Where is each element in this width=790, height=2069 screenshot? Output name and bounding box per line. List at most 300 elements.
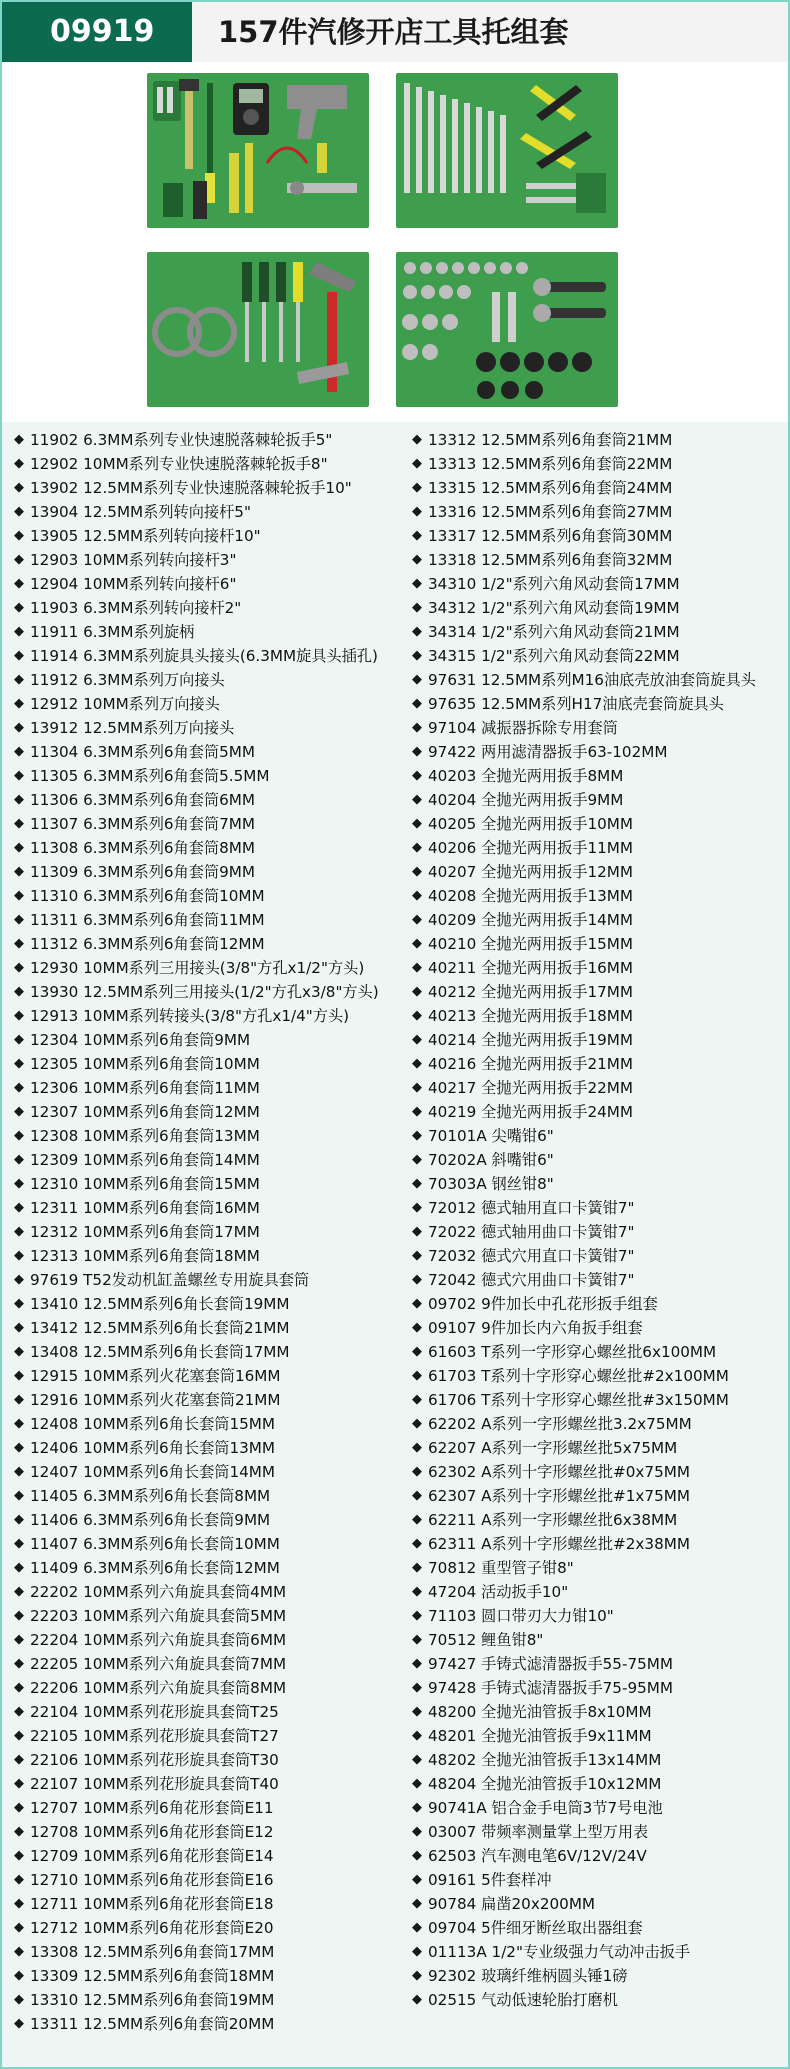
list-item-text: 11309 6.3MM系列6角套筒9MM [30, 863, 255, 881]
diamond-bullet-icon: ◆ [14, 1224, 24, 1239]
list-item-text: 97422 两用滤清器扳手63-102MM [428, 743, 668, 761]
list-item-text: 71103 圆口带刃大力钳10" [428, 1607, 614, 1625]
list-item [8, 668, 406, 692]
diamond-bullet-icon: ◆ [14, 432, 24, 447]
list-item-text: 13313 12.5MM系列6角套筒22MM [428, 455, 673, 473]
list-item-text: 22203 10MM系列六角旋具套筒5MM [30, 1607, 287, 1625]
diamond-bullet-icon: ◆ [412, 1632, 422, 1647]
list-item [406, 1628, 788, 1652]
list-item-text: 97427 手铸式滤清器扳手55-75MM [428, 1655, 673, 1673]
list-item [406, 1100, 788, 1124]
list-item [406, 572, 788, 596]
diamond-bullet-icon: ◆ [14, 1752, 24, 1767]
list-item [8, 500, 406, 524]
diamond-bullet-icon: ◆ [14, 1248, 24, 1263]
list-item [406, 1724, 788, 1748]
list-item-text: 12312 10MM系列6角套筒17MM [30, 1223, 260, 1241]
list-item-text: 12915 10MM系列火花塞套筒16MM [30, 1367, 281, 1385]
diamond-bullet-icon: ◆ [412, 720, 422, 735]
list-item-text: 48204 全抛光油管扳手10x12MM [428, 1775, 662, 1793]
list-item-text: 40206 全抛光两用扳手11MM [428, 839, 633, 857]
list-item-text: 11307 6.3MM系列6角套筒7MM [30, 815, 255, 833]
list-item [406, 1436, 788, 1460]
list-item [406, 860, 788, 884]
list-item [8, 1988, 406, 2012]
diamond-bullet-icon: ◆ [14, 720, 24, 735]
list-item-text: 70512 鲤鱼钳8" [428, 1631, 544, 1649]
diamond-bullet-icon: ◆ [412, 696, 422, 711]
list-item [406, 1244, 788, 1268]
diamond-bullet-icon: ◆ [14, 1152, 24, 1167]
list-item [8, 1532, 406, 1556]
diamond-bullet-icon: ◆ [412, 1968, 422, 1983]
diamond-bullet-icon: ◆ [14, 1416, 24, 1431]
list-item-text: 72032 德式穴用直口卡簧钳7" [428, 1247, 635, 1265]
list-item-text: 12310 10MM系列6角套筒15MM [30, 1175, 260, 1193]
diamond-bullet-icon: ◆ [412, 1656, 422, 1671]
list-item-text: 22105 10MM系列花形旋具套筒T27 [30, 1727, 279, 1745]
diamond-bullet-icon: ◆ [14, 888, 24, 903]
diamond-bullet-icon: ◆ [412, 1704, 422, 1719]
diamond-bullet-icon: ◆ [14, 1488, 24, 1503]
list-item [406, 1196, 788, 1220]
list-item-text: 47204 活动扳手10" [428, 1583, 569, 1601]
list-item-text: 48202 全抛光油管扳手13x14MM [428, 1751, 662, 1769]
list-item-text: 12308 10MM系列6角套筒13MM [30, 1127, 260, 1145]
tool-tray-icon [147, 73, 369, 228]
diamond-bullet-icon: ◆ [14, 648, 24, 663]
diamond-bullet-icon: ◆ [412, 672, 422, 687]
list-item [8, 1892, 406, 1916]
list-item-text: 40203 全抛光两用扳手8MM [428, 767, 624, 785]
list-item [8, 1460, 406, 1484]
list-item [8, 2012, 406, 2036]
list-item [406, 788, 788, 812]
list-item-text: 12902 10MM系列专业快速脱落棘轮扳手8" [30, 455, 328, 473]
diamond-bullet-icon: ◆ [412, 528, 422, 543]
list-item-text: 40219 全抛光两用扳手24MM [428, 1103, 633, 1121]
tray-photo-1 [147, 73, 369, 228]
list-item-text: 12408 10MM系列6角长套筒15MM [30, 1415, 275, 1433]
diamond-bullet-icon: ◆ [14, 1800, 24, 1815]
list-item-text: 11311 6.3MM系列6角套筒11MM [30, 911, 265, 929]
tray-photo-3 [147, 252, 369, 407]
list-item-text: 11902 6.3MM系列专业快速脱落棘轮扳手5" [30, 431, 333, 449]
list-item [406, 1076, 788, 1100]
list-item-text: 13410 12.5MM系列6角长套筒19MM [30, 1295, 290, 1313]
list-item-text: 09704 5件细牙断丝取出器组套 [428, 1919, 643, 1937]
list-item-text: 12710 10MM系列6角花形套筒E16 [30, 1871, 274, 1889]
list-item-text: 22104 10MM系列花形旋具套筒T25 [30, 1703, 279, 1721]
list-item-text: 92302 玻璃纤维柄圆头锤1磅 [428, 1967, 628, 1985]
diamond-bullet-icon: ◆ [14, 840, 24, 855]
diamond-bullet-icon: ◆ [14, 1344, 24, 1359]
list-item-text: 34310 1/2"系列六角风动套筒17MM [428, 575, 680, 593]
list-item [406, 596, 788, 620]
list-item-text: 61703 T系列十字形穿心螺丝批#2x100MM [428, 1367, 729, 1385]
diamond-bullet-icon: ◆ [14, 1608, 24, 1623]
diamond-bullet-icon: ◆ [412, 960, 422, 975]
list-item-text: 12407 10MM系列6角长套筒14MM [30, 1463, 275, 1481]
list-item [406, 1772, 788, 1796]
diamond-bullet-icon: ◆ [14, 504, 24, 519]
list-item [8, 1844, 406, 1868]
list-item [406, 1532, 788, 1556]
list-item-text: 22202 10MM系列六角旋具套筒4MM [30, 1583, 287, 1601]
list-item [406, 452, 788, 476]
diamond-bullet-icon: ◆ [14, 1512, 24, 1527]
list-item [406, 476, 788, 500]
list-item-text: 40211 全抛光两用扳手16MM [428, 959, 633, 977]
list-item-text: 11912 6.3MM系列万向接头 [30, 671, 225, 689]
list-item [406, 1340, 788, 1364]
list-item [8, 428, 406, 452]
list-item [8, 1916, 406, 1940]
list-item [406, 1796, 788, 1820]
diamond-bullet-icon: ◆ [14, 1296, 24, 1311]
diamond-bullet-icon: ◆ [14, 1896, 24, 1911]
list-item-text: 48200 全抛光油管扳手8x10MM [428, 1703, 652, 1721]
diamond-bullet-icon: ◆ [412, 1560, 422, 1575]
diamond-bullet-icon: ◆ [412, 1536, 422, 1551]
list-item-text: 13311 12.5MM系列6角套筒20MM [30, 2015, 275, 2033]
list-item-text: 12930 10MM系列三用接头(3/8"方孔x1/2"方头) [30, 959, 365, 977]
list-item [406, 932, 788, 956]
list-item [8, 1052, 406, 1076]
list-item [406, 1148, 788, 1172]
list-item [406, 1364, 788, 1388]
list-item-text: 13412 12.5MM系列6角长套筒21MM [30, 1319, 290, 1337]
list-item [406, 980, 788, 1004]
list-item [8, 836, 406, 860]
list-item [8, 1628, 406, 1652]
list-item [406, 644, 788, 668]
list-item-text: 13912 12.5MM系列万向接头 [30, 719, 235, 737]
list-item [406, 1556, 788, 1580]
diamond-bullet-icon: ◆ [412, 1680, 422, 1695]
list-item-text: 11405 6.3MM系列6角长套筒8MM [30, 1487, 271, 1505]
diamond-bullet-icon: ◆ [412, 888, 422, 903]
diamond-bullet-icon: ◆ [412, 432, 422, 447]
list-item-text: 01113A 1/2"专业级强力气动冲击扳手 [428, 1943, 691, 1961]
diamond-bullet-icon: ◆ [412, 816, 422, 831]
list-item-text: 62202 A系列一字形螺丝批3.2x75MM [428, 1415, 692, 1433]
list-item [406, 812, 788, 836]
list-item [8, 1484, 406, 1508]
diamond-bullet-icon: ◆ [14, 1032, 24, 1047]
list-item [406, 956, 788, 980]
diamond-bullet-icon: ◆ [412, 1824, 422, 1839]
tray-photo-4 [396, 252, 618, 407]
list-item [8, 884, 406, 908]
list-item [406, 1988, 788, 2012]
list-item [406, 836, 788, 860]
list-item [406, 524, 788, 548]
diamond-bullet-icon: ◆ [14, 456, 24, 471]
list-item-text: 13308 12.5MM系列6角套筒17MM [30, 1943, 275, 1961]
list-item-text: 12904 10MM系列转向接杆6" [30, 575, 237, 593]
list-item-text: 12707 10MM系列6角花形套筒E11 [30, 1799, 274, 1817]
list-item-text: 12306 10MM系列6角套筒11MM [30, 1079, 260, 1097]
diamond-bullet-icon: ◆ [412, 1944, 422, 1959]
list-item-text: 97631 12.5MM系列M16油底壳放油套筒旋具头 [428, 671, 756, 689]
list-item [8, 1316, 406, 1340]
diamond-bullet-icon: ◆ [14, 1632, 24, 1647]
list-item-text: 11306 6.3MM系列6角套筒6MM [30, 791, 255, 809]
list-item [8, 1940, 406, 1964]
diamond-bullet-icon: ◆ [14, 768, 24, 783]
diamond-bullet-icon: ◆ [14, 1920, 24, 1935]
photo-grid [2, 62, 788, 422]
list-item-text: 22204 10MM系列六角旋具套筒6MM [30, 1631, 287, 1649]
list-item [8, 1292, 406, 1316]
list-item-text: 97104 减振器拆除专用套筒 [428, 719, 618, 737]
list-item [8, 740, 406, 764]
list-item-text: 12305 10MM系列6角套筒10MM [30, 1055, 260, 1073]
list-item [8, 1196, 406, 1220]
diamond-bullet-icon: ◆ [412, 1176, 422, 1191]
diamond-bullet-icon: ◆ [412, 1272, 422, 1287]
diamond-bullet-icon: ◆ [412, 1728, 422, 1743]
diamond-bullet-icon: ◆ [14, 1104, 24, 1119]
tray-photo-2 [396, 73, 618, 228]
list-item [8, 1796, 406, 1820]
list-item [8, 1700, 406, 1724]
list-item-text: 62211 A系列一字形螺丝批6x38MM [428, 1511, 678, 1529]
diamond-bullet-icon: ◆ [14, 1584, 24, 1599]
diamond-bullet-icon: ◆ [412, 1032, 422, 1047]
list-item [8, 1676, 406, 1700]
tool-tray-icon [396, 252, 618, 407]
list-item [406, 1124, 788, 1148]
list-item [406, 500, 788, 524]
diamond-bullet-icon: ◆ [14, 528, 24, 543]
list-item-text: 72012 德式轴用直口卡簧钳7" [428, 1199, 635, 1217]
diamond-bullet-icon: ◆ [412, 1896, 422, 1911]
list-item-text: 48201 全抛光油管扳手9x11MM [428, 1727, 652, 1745]
list-item [8, 644, 406, 668]
tool-tray-icon [147, 252, 369, 407]
diamond-bullet-icon: ◆ [14, 1464, 24, 1479]
list-item [8, 476, 406, 500]
diamond-bullet-icon: ◆ [14, 1272, 24, 1287]
diamond-bullet-icon: ◆ [412, 1416, 422, 1431]
diamond-bullet-icon: ◆ [412, 1872, 422, 1887]
header [2, 2, 788, 62]
list-item [406, 692, 788, 716]
list-item [8, 1556, 406, 1580]
list-item [406, 1820, 788, 1844]
diamond-bullet-icon: ◆ [14, 1176, 24, 1191]
diamond-bullet-icon: ◆ [14, 1392, 24, 1407]
diamond-bullet-icon: ◆ [412, 912, 422, 927]
list-item [8, 1340, 406, 1364]
list-item-text: 13309 12.5MM系列6角套筒18MM [30, 1967, 275, 1985]
list-item [406, 1940, 788, 1964]
diamond-bullet-icon: ◆ [412, 1368, 422, 1383]
list-item-text: 09107 9件加长内六角扳手组套 [428, 1319, 643, 1337]
list-item-text: 12912 10MM系列万向接头 [30, 695, 220, 713]
list-item-text: 13315 12.5MM系列6角套筒24MM [428, 479, 673, 497]
list-item-text: 13317 12.5MM系列6角套筒30MM [428, 527, 673, 545]
list-item-text: 13904 12.5MM系列转向接杆5" [30, 503, 251, 521]
list-item-text: 40204 全抛光两用扳手9MM [428, 791, 624, 809]
diamond-bullet-icon: ◆ [14, 1968, 24, 1983]
diamond-bullet-icon: ◆ [412, 1128, 422, 1143]
product-code: 09919 [2, 2, 192, 62]
list-item [8, 1148, 406, 1172]
diamond-bullet-icon: ◆ [14, 744, 24, 759]
diamond-bullet-icon: ◆ [14, 1992, 24, 2007]
list-item-text: 70303A 钢丝钳8" [428, 1175, 554, 1193]
list-item [8, 1772, 406, 1796]
list-item-text: 22107 10MM系列花形旋具套筒T40 [30, 1775, 279, 1793]
diamond-bullet-icon: ◆ [14, 600, 24, 615]
list-item [8, 452, 406, 476]
list-item [8, 1028, 406, 1052]
list-item [8, 1868, 406, 1892]
diamond-bullet-icon: ◆ [14, 672, 24, 687]
diamond-bullet-icon: ◆ [412, 1464, 422, 1479]
list-item-text: 12406 10MM系列6角长套筒13MM [30, 1439, 275, 1457]
list-item [406, 1412, 788, 1436]
diamond-bullet-icon: ◆ [14, 1680, 24, 1695]
diamond-bullet-icon: ◆ [412, 1992, 422, 2007]
list-item-text: 34312 1/2"系列六角风动套筒19MM [428, 599, 680, 617]
diamond-bullet-icon: ◆ [412, 1296, 422, 1311]
list-item [8, 980, 406, 1004]
list-item [8, 1724, 406, 1748]
list-item [8, 1820, 406, 1844]
list-item-text: 11407 6.3MM系列6角长套筒10MM [30, 1535, 280, 1553]
list-item [406, 1892, 788, 1916]
list-item [406, 1172, 788, 1196]
list-item-text: 90784 扁凿20x200MM [428, 1895, 596, 1913]
list-item-text: 97635 12.5MM系列H17油底壳套筒旋具头 [428, 695, 724, 713]
list-item [8, 1004, 406, 1028]
list-item [8, 548, 406, 572]
diamond-bullet-icon: ◆ [412, 504, 422, 519]
list-item [406, 1916, 788, 1940]
diamond-bullet-icon: ◆ [412, 1776, 422, 1791]
diamond-bullet-icon: ◆ [14, 984, 24, 999]
list-item [8, 1508, 406, 1532]
tool-tray-icon [396, 73, 618, 228]
diamond-bullet-icon: ◆ [14, 1128, 24, 1143]
list-item-text: 13902 12.5MM系列专业快速脱落棘轮扳手10" [30, 479, 352, 497]
list-item-text: 11305 6.3MM系列6角套筒5.5MM [30, 767, 270, 785]
diamond-bullet-icon: ◆ [14, 1776, 24, 1791]
list-item-text: 97428 手铸式滤清器扳手75-95MM [428, 1679, 673, 1697]
list-item [406, 1028, 788, 1052]
diamond-bullet-icon: ◆ [412, 792, 422, 807]
list-item [406, 1676, 788, 1700]
list-item [406, 1484, 788, 1508]
diamond-bullet-icon: ◆ [412, 1392, 422, 1407]
list-item [8, 1388, 406, 1412]
list-item-text: 12304 10MM系列6角套筒9MM [30, 1031, 251, 1049]
diamond-bullet-icon: ◆ [14, 480, 24, 495]
list-item-text: 90741A 铝合金手电筒3节7号电池 [428, 1799, 663, 1817]
list-item [406, 884, 788, 908]
diamond-bullet-icon: ◆ [412, 1224, 422, 1239]
diamond-bullet-icon: ◆ [412, 576, 422, 591]
list-item [8, 1100, 406, 1124]
list-item [406, 620, 788, 644]
diamond-bullet-icon: ◆ [14, 1560, 24, 1575]
list-item-text: 12712 10MM系列6角花形套筒E20 [30, 1919, 274, 1937]
list-item-text: 40213 全抛光两用扳手18MM [428, 1007, 633, 1025]
list-item [406, 764, 788, 788]
diamond-bullet-icon: ◆ [14, 1848, 24, 1863]
diamond-bullet-icon: ◆ [14, 1704, 24, 1719]
list-item-text: 13408 12.5MM系列6角长套筒17MM [30, 1343, 290, 1361]
list-item-text: 70812 重型管子钳8" [428, 1559, 574, 1577]
diamond-bullet-icon: ◆ [14, 624, 24, 639]
list-item [406, 1844, 788, 1868]
list-item [406, 740, 788, 764]
list-item-text: 13316 12.5MM系列6角套筒27MM [428, 503, 673, 521]
list-item [406, 1508, 788, 1532]
diamond-bullet-icon: ◆ [412, 1512, 422, 1527]
product-title: 157件汽修开店工具托组套 [192, 2, 788, 62]
diamond-bullet-icon: ◆ [412, 1752, 422, 1767]
diamond-bullet-icon: ◆ [14, 1824, 24, 1839]
list-item [406, 1004, 788, 1028]
list-item-text: 11310 6.3MM系列6角套筒10MM [30, 887, 265, 905]
list-item-text: 12913 10MM系列转接头(3/8"方孔x1/4"方头) [30, 1007, 350, 1025]
diamond-bullet-icon: ◆ [14, 1872, 24, 1887]
list-item [8, 1748, 406, 1772]
diamond-bullet-icon: ◆ [412, 552, 422, 567]
diamond-bullet-icon: ◆ [14, 1656, 24, 1671]
list-item [406, 1460, 788, 1484]
list-item [406, 1964, 788, 1988]
list-item-text: 11914 6.3MM系列旋具头接头(6.3MM旋具头插孔) [30, 647, 378, 665]
diamond-bullet-icon: ◆ [412, 1920, 422, 1935]
list-item [8, 788, 406, 812]
list-item-text: 61706 T系列十字形穿心螺丝批#3x150MM [428, 1391, 729, 1409]
list-item-text: 02515 气动低速轮胎打磨机 [428, 1991, 618, 2009]
diamond-bullet-icon: ◆ [14, 576, 24, 591]
list-item-text: 22205 10MM系列六角旋具套筒7MM [30, 1655, 287, 1673]
diamond-bullet-icon: ◆ [14, 2016, 24, 2031]
diamond-bullet-icon: ◆ [412, 1248, 422, 1263]
list-item [8, 1220, 406, 1244]
list-item-text: 13318 12.5MM系列6角套筒32MM [428, 551, 673, 569]
list-item-text: 12709 10MM系列6角花形套筒E14 [30, 1847, 274, 1865]
list-item [406, 1052, 788, 1076]
list-item [406, 716, 788, 740]
diamond-bullet-icon: ◆ [412, 984, 422, 999]
list-item [406, 1700, 788, 1724]
list-item [406, 1316, 788, 1340]
list-item-text: 11903 6.3MM系列转向接杆2" [30, 599, 242, 617]
list-item-text: 11406 6.3MM系列6角长套筒9MM [30, 1511, 271, 1529]
diamond-bullet-icon: ◆ [412, 1344, 422, 1359]
list-item [406, 548, 788, 572]
list-item-text: 40207 全抛光两用扳手12MM [428, 863, 633, 881]
diamond-bullet-icon: ◆ [14, 1944, 24, 1959]
list-item [8, 1412, 406, 1436]
list-item [8, 860, 406, 884]
list-item-text: 40208 全抛光两用扳手13MM [428, 887, 633, 905]
list-item-text: 11409 6.3MM系列6角长套筒12MM [30, 1559, 280, 1577]
list-item [8, 764, 406, 788]
list-item-text: 13930 12.5MM系列三用接头(1/2"方孔x3/8"方头) [30, 983, 379, 1001]
diamond-bullet-icon: ◆ [412, 1848, 422, 1863]
list-item [8, 1268, 406, 1292]
